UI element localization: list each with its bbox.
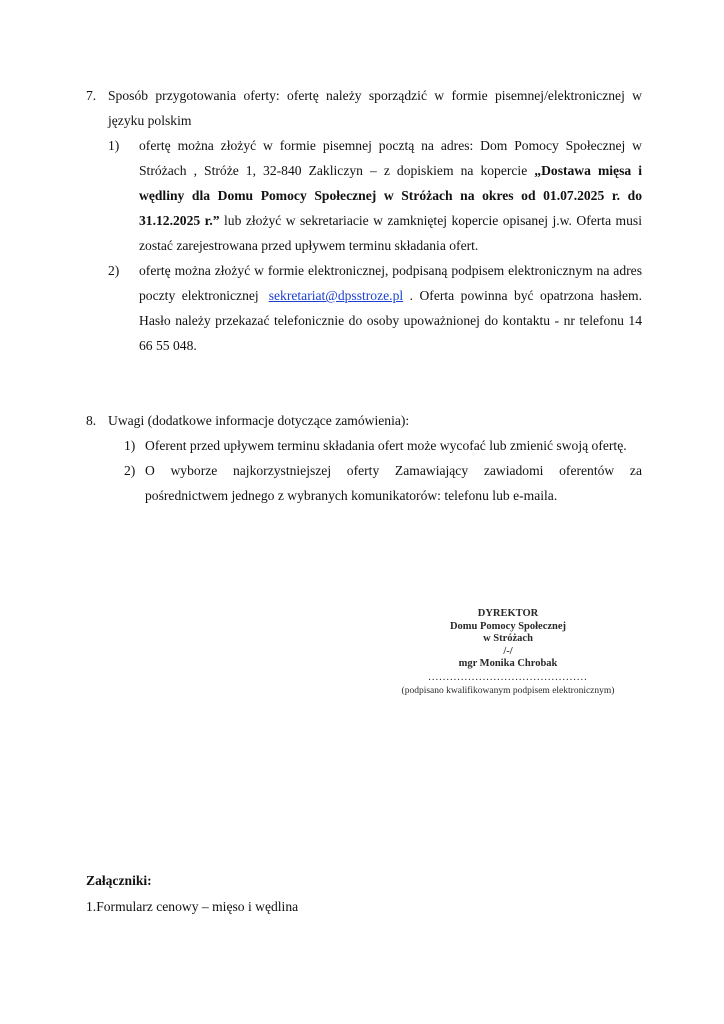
section-8 [86, 408, 642, 508]
list-item [86, 133, 642, 258]
signature-note: (podpisano kwalifikowanym podpisem elektronicznym) [401, 685, 615, 696]
signature-block [398, 608, 618, 697]
attachments-title: Załączniki: [86, 873, 152, 888]
list-item-text: Oferent przed upływem terminu składania ofert może wycofać lub zmienić swoją ofertę. [145, 438, 627, 453]
signature-mark: /-/ [503, 645, 513, 657]
email-link[interactable]: sekretariat@dpsstroze.pl [268, 288, 404, 303]
list-item [86, 258, 642, 358]
attachment-item: 1.Formularz cenowy – mięso i wędlina [86, 899, 299, 914]
section-number: 8. [86, 413, 97, 428]
list-item-text: O wyborze najkorzystniejszej oferty Zamawiający zawiadomi oferentów za pośrednictwem jednego z wybranych komunikatorów: telefonu lub e-maila. [145, 463, 642, 503]
attachments-section [86, 868, 642, 919]
section-lead: Uwagi (dodatkowe informacje dotyczące zamówienia): [108, 413, 410, 428]
list-item-text: ofertę można złożyć w formie pisemnej pocztą na adres: Dom Pomocy Społecznej w Stróżach , Stróże 1, 32-840 Zakliczyn – z dopiskiem na kopercie [139, 138, 642, 178]
section-number: 7. [86, 88, 97, 103]
signature-location: w Stróżach [483, 633, 533, 644]
signature-institution: Domu Pomocy Społecznej [449, 620, 567, 632]
list-item-text-cont: . Oferta powinna być opatrzona hasłem. Hasło należy przekazać telefonicznie do osoby upoważnionej do kontaktu - nr telefonu 14 66 55 048. [139, 288, 642, 353]
signature-dotted-line: ............................................ [428, 671, 588, 683]
signature-name: mgr Monika Chrobak [458, 658, 558, 669]
section-7 [86, 83, 642, 358]
list-item-text: ofertę można złożyć w formie elektronicznej, podpisaną podpisem elektronicznym na adres poczty elektronicznej [139, 263, 642, 303]
signature-title: DYREKTOR [477, 608, 539, 619]
list-item-number: 2) [124, 463, 136, 478]
list-item [86, 433, 642, 458]
list-item [86, 458, 642, 508]
envelope-inscription: „Dostawa mięsa i wędliny dla Domu Pomocy Społecznej w Stróżach na okres od 01.07.2025 r. do 31.12.2025 r.” [139, 163, 642, 228]
list-item-number: 1) [108, 138, 120, 153]
list-item-number: 1) [124, 438, 136, 453]
list-item-number: 2) [108, 263, 120, 278]
list-item-text-cont: lub złożyć w sekretariacie w zamkniętej kopercie opisanej j.w. Oferta musi zostać zarejestrowana przed upływem terminu składania ofert. [139, 213, 642, 253]
section-lead: Sposób przygotowania oferty: ofertę należy sporządzić w formie pisemnej/elektronicznej w języku polskim [108, 88, 642, 128]
